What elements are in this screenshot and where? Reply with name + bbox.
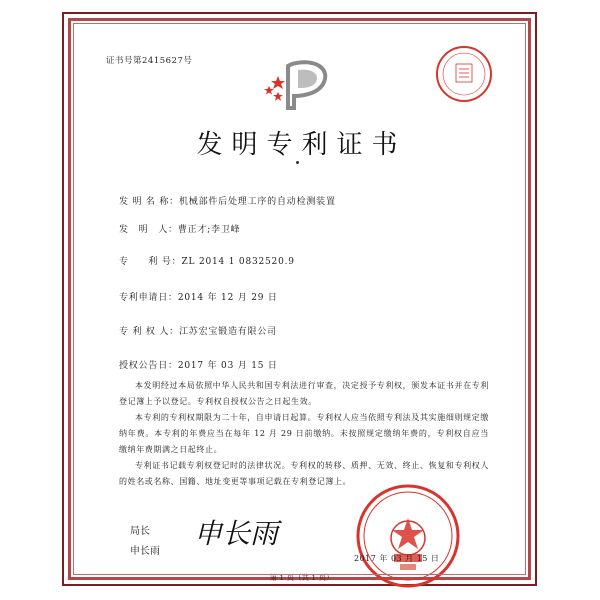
field-label: 专 利 权 人：: [119, 327, 179, 337]
body-paragraph: 本发明经过本局依照中华人民共和国专利法进行审查，决定授予专利权，颁发本证书并在专利登记簿上予以登记。专利权自授权公告之日起生效。: [119, 381, 489, 406]
field-value: 2017 年 03 月 15 日: [177, 361, 278, 371]
body-paragraph: 专利证书记载专利权登记时的法律状况。专利权的转移、质押、无效、终止、恢复和专利权人的姓名或名称、国籍、地址变更等事项记载在专利登记簿上。: [119, 461, 489, 486]
certificate-body: [119, 378, 489, 490]
certificate-title: 发明专利证书: [196, 130, 407, 160]
signatory-name: 申长雨: [130, 546, 160, 557]
field-label: 发 明 名 称：: [119, 197, 179, 207]
body-paragraph: 本专利的专利权期限为二十年，自申请日起算。专利权人应当依照专利法及其实施细则规定缴纳年费。本专利的年费应当在每年 12 月 29 日前缴纳。未按照规定缴纳年费的，专利权自应当缴纳年费期满之日起终止。: [119, 413, 489, 454]
field-inventor: [119, 222, 240, 235]
seal-date: 2017 年 03 月 15 日: [354, 554, 440, 563]
certificate-frame: [62, 12, 537, 586]
field-application-date: [119, 290, 278, 303]
patent-office-stamp-icon: [434, 44, 494, 104]
field-label: 专 利 号：: [119, 257, 182, 267]
field-value: 机械部件后处理工序的自动检测装置: [178, 197, 336, 207]
field-patentee: [119, 324, 277, 337]
field-label: 授权公告日：: [119, 361, 178, 371]
field-value: ZL 2014 1 0832520.9: [181, 257, 295, 267]
page-number: 第 1 页（共 1 页）: [269, 573, 334, 582]
cnipa-logo-icon: [264, 56, 336, 114]
field-label: 专利申请日：: [119, 293, 178, 303]
field-patent-number: [119, 254, 295, 267]
field-grant-date: [119, 358, 278, 371]
title-dot: [296, 161, 299, 164]
director-signature: 申长雨: [194, 517, 279, 550]
field-value: 2014 年 12 月 29 日: [177, 293, 278, 303]
national-seal-icon: [354, 482, 462, 590]
field-label: 发 明 人：: [119, 225, 178, 235]
field-value: 曹正才;李卫峰: [177, 225, 241, 235]
field-value: 江苏宏宝锻造有限公司: [178, 327, 277, 337]
signatory-title: 局长: [130, 526, 150, 537]
certificate-number: 证书号第2415627号: [106, 56, 193, 66]
field-invention-name: [119, 194, 336, 207]
